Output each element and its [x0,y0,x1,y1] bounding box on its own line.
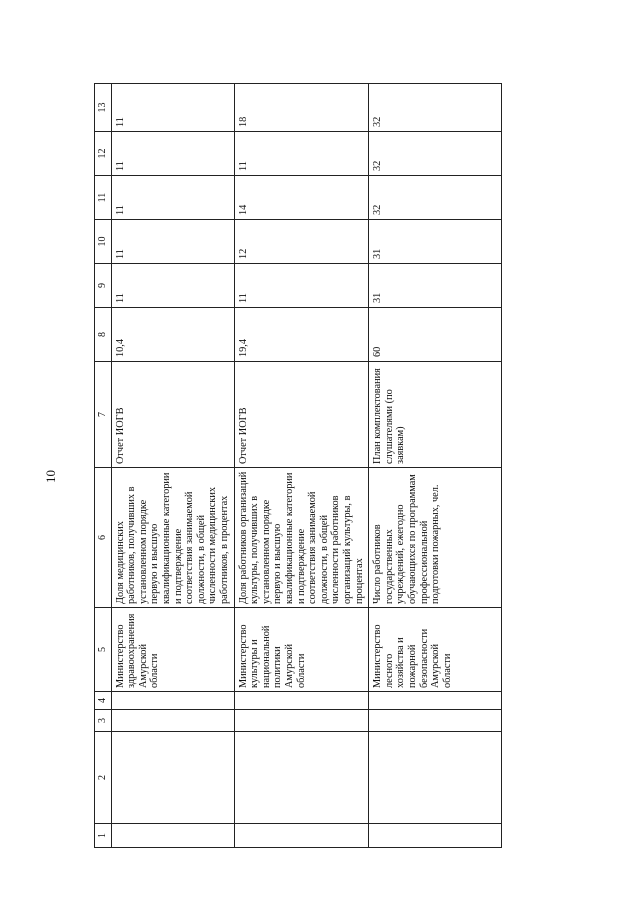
column-header: 5 [95,608,112,692]
table-wrapper [94,84,500,848]
source-cell: План комплектования слушателями (по заявкам) [369,362,502,468]
value-cell: 14 [234,176,369,220]
column-header: 13 [95,84,112,132]
value-cell: 60 [369,308,502,362]
table-cell [234,824,369,848]
value-cell: 12 [234,220,369,264]
value-cell: 10,4 [111,308,234,362]
column-header: 2 [95,732,112,824]
value-cell: 11 [234,264,369,308]
table-cell [111,710,234,732]
table-cell [234,710,369,732]
column-header: 10 [95,220,112,264]
table-row [111,84,234,848]
table-cell [369,710,502,732]
header-row [95,84,112,848]
column-header: 3 [95,710,112,732]
table-row [234,84,369,848]
column-header: 7 [95,362,112,468]
value-cell: 18 [234,84,369,132]
column-header: 6 [95,468,112,608]
value-cell: 32 [369,132,502,176]
value-cell: 19,4 [234,308,369,362]
value-cell: 11 [111,132,234,176]
table-cell [111,692,234,710]
column-header: 9 [95,264,112,308]
value-cell: 11 [111,84,234,132]
source-cell: Отчет ИОГВ [111,362,234,468]
indicator-cell: Доля медицинских работников, получивших в установленном порядке первую и высшую квалификационные категории и подтверждение соответствия занимаемой должности, в общей численности медицинских работников, в процентах [111,468,234,608]
value-cell: 32 [369,84,502,132]
indicator-cell: Доля работников организаций культуры, получивших в установленном порядке первую и высшую квалификационные категории и подтверждение соответствия занимаемой должности, в общей численности работников организаций культуры, в процентах [234,468,369,608]
responsible-cell: Министерство здравоохранения Амурской области [111,608,234,692]
page-number: 10 [43,470,58,483]
indicators-table [94,83,502,848]
value-cell: 11 [111,264,234,308]
table-cell [369,732,502,824]
responsible-cell: Министерство лесного хозяйства и пожарной безопасности Амурской области [369,608,502,692]
table-cell [111,732,234,824]
table-cell [111,824,234,848]
column-header: 11 [95,176,112,220]
responsible-cell: Министерство культуры и национальной политики Амурской области [234,608,369,692]
column-header: 1 [95,824,112,848]
table-cell [234,732,369,824]
value-cell: 11 [111,176,234,220]
value-cell: 31 [369,264,502,308]
table-row [369,84,502,848]
table-cell [369,692,502,710]
column-header: 4 [95,692,112,710]
table-cell [234,692,369,710]
column-header: 12 [95,132,112,176]
value-cell: 11 [234,132,369,176]
source-cell: Отчет ИОГВ [234,362,369,468]
column-header: 8 [95,308,112,362]
value-cell: 31 [369,220,502,264]
table-cell [369,824,502,848]
value-cell: 32 [369,176,502,220]
value-cell: 11 [111,220,234,264]
indicator-cell: Число работников государственных учреждений, ежегодно обучающихся по программам профессиональной подготовки пожарных, чел. [369,468,502,608]
